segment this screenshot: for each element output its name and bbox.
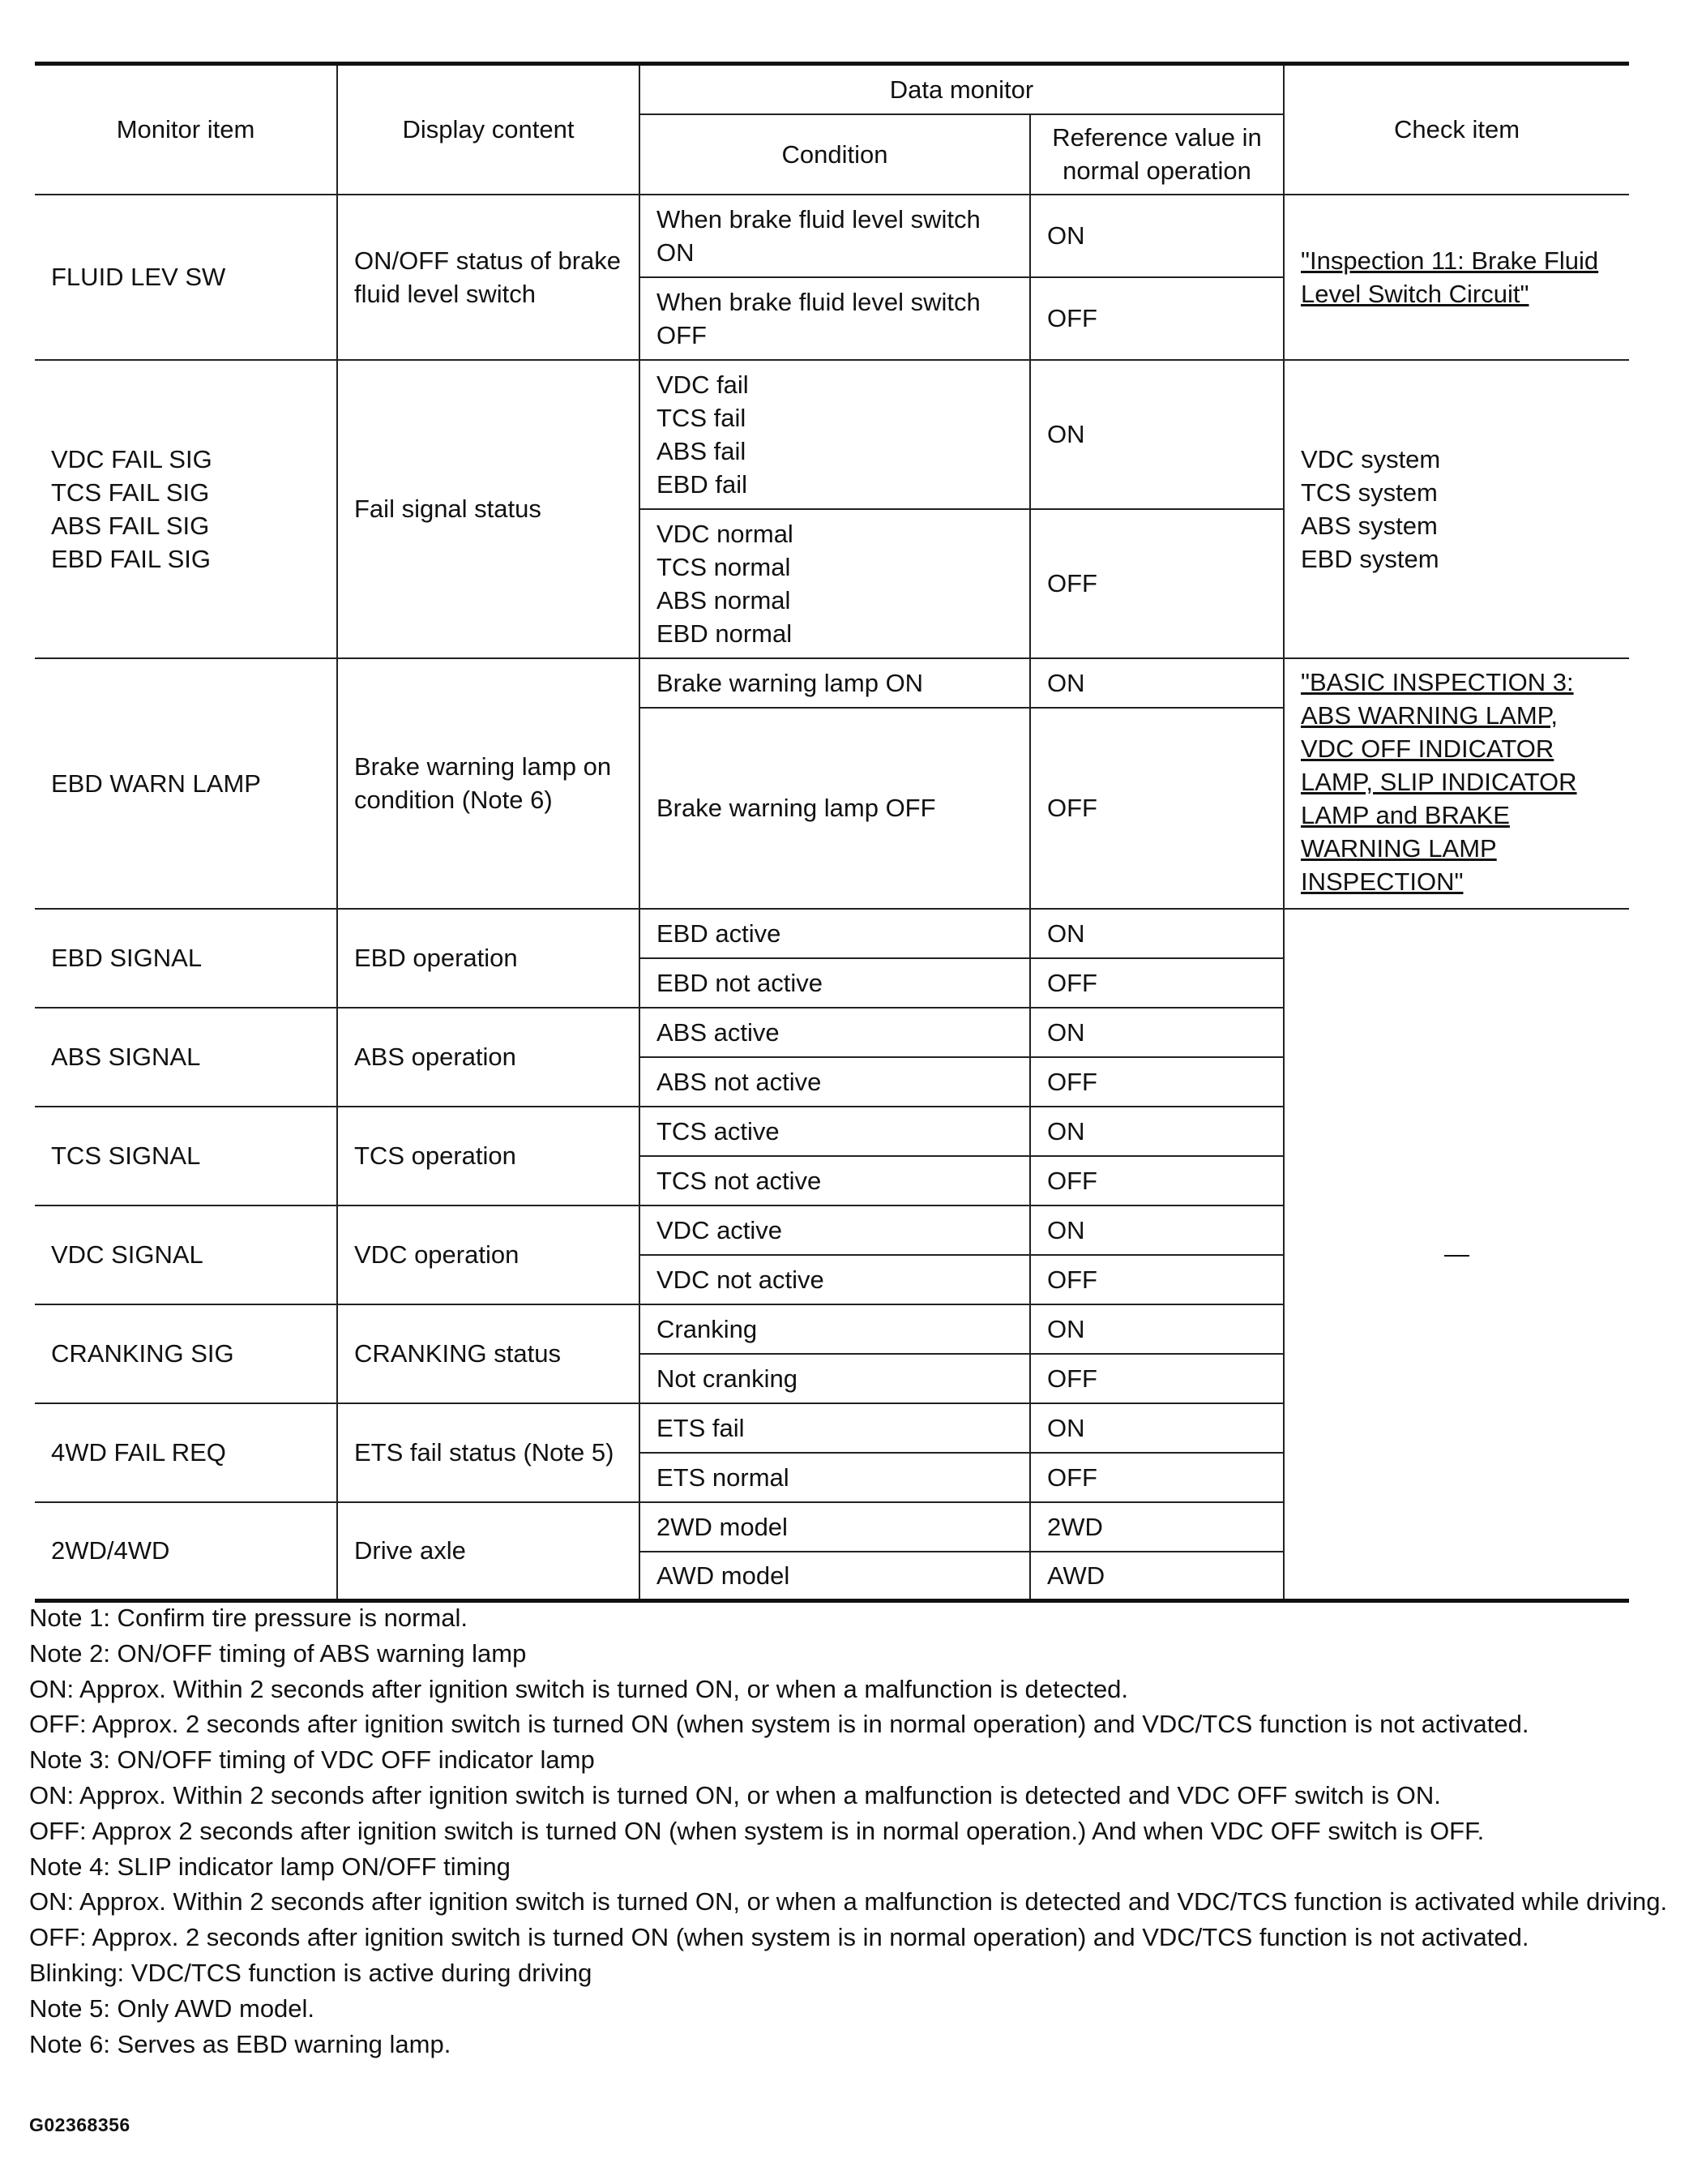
display-content-cell: CRANKING status: [337, 1304, 639, 1403]
reference-value-cell: 2WD: [1030, 1502, 1284, 1552]
reference-value-cell: ON: [1030, 909, 1284, 958]
reference-value-cell: OFF: [1030, 277, 1284, 360]
notes-section: [29, 1600, 1683, 2062]
reference-value-cell: OFF: [1030, 708, 1284, 909]
reference-value-cell: ON: [1030, 1008, 1284, 1057]
display-content-cell: Brake warning lamp on condition (Note 6): [337, 658, 639, 909]
condition-cell: ETS normal: [639, 1453, 1030, 1502]
display-content-cell: ETS fail status (Note 5): [337, 1403, 639, 1502]
monitor-item-cell: 4WD FAIL REQ: [35, 1403, 337, 1502]
note-line: Note 4: SLIP indicator lamp ON/OFF timing: [29, 1852, 511, 1881]
monitor-item-cell: EBD WARN LAMP: [35, 658, 337, 909]
header-check-item: Check item: [1284, 64, 1629, 195]
condition-cell: ABS not active: [639, 1057, 1030, 1107]
display-content-cell: VDC operation: [337, 1205, 639, 1304]
reference-value-cell: ON: [1030, 195, 1284, 277]
condition-cell: ETS fail: [639, 1403, 1030, 1453]
table-header: [35, 64, 1629, 195]
note-line: Note 1: Confirm tire pressure is normal.: [29, 1604, 468, 1632]
header-condition: Condition: [639, 114, 1030, 195]
header-monitor-item: Monitor item: [35, 64, 337, 195]
table-row: [35, 658, 1629, 708]
condition-cell: AWD model: [639, 1552, 1030, 1601]
display-content-cell: Fail signal status: [337, 360, 639, 658]
display-content-cell: ABS operation: [337, 1008, 639, 1107]
check-item-dash: —: [1284, 909, 1629, 1601]
display-content-cell: EBD operation: [337, 909, 639, 1008]
check-item-link-fluid-level[interactable]: "Inspection 11: Brake Fluid Level Switch Circuit": [1284, 195, 1629, 360]
reference-value-cell: AWD: [1030, 1552, 1284, 1601]
monitor-item-cell: EBD SIGNAL: [35, 909, 337, 1008]
table-row: [35, 909, 1629, 958]
condition-cell: TCS not active: [639, 1156, 1030, 1205]
note-line: Note 5: Only AWD model.: [29, 1993, 315, 2023]
note-line: OFF: Approx 2 seconds after ignition switch is turned ON (when system is in normal operation.) And when VDC OFF switch is OFF.: [29, 1816, 1485, 1845]
note-line: Note 2: ON/OFF timing of ABS warning lamp: [29, 1638, 527, 1668]
reference-value-cell: OFF: [1030, 1057, 1284, 1107]
monitor-item-cell: VDC FAIL SIG TCS FAIL SIG ABS FAIL SIG EBD FAIL SIG: [35, 360, 337, 658]
reference-value-cell: OFF: [1030, 1255, 1284, 1304]
monitor-item-cell: ABS SIGNAL: [35, 1008, 337, 1107]
reference-value-cell: OFF: [1030, 1354, 1284, 1403]
display-content-cell: TCS operation: [337, 1107, 639, 1205]
reference-value-cell: OFF: [1030, 509, 1284, 658]
condition-cell: When brake fluid level switch OFF: [639, 277, 1030, 360]
monitor-item-cell: TCS SIGNAL: [35, 1107, 337, 1205]
note-line: OFF: Approx. 2 seconds after ignition switch is turned ON (when system is in normal operation) and VDC/TCS function is not activated.: [29, 1923, 1529, 1952]
note-line: ON: Approx. Within 2 seconds after ignition switch is turned ON, or when a malfunction is detected and VDC/TCS function is activated while driving.: [29, 1887, 1668, 1916]
note-line: Blinking: VDC/TCS function is active during driving: [29, 1958, 592, 1987]
reference-value-cell: OFF: [1030, 1453, 1284, 1502]
monitor-item-cell: FLUID LEV SW: [35, 195, 337, 360]
monitor-item-cell: CRANKING SIG: [35, 1304, 337, 1403]
reference-value-cell: ON: [1030, 1304, 1284, 1354]
header-data-monitor: Data monitor: [639, 64, 1284, 114]
condition-cell: EBD active: [639, 909, 1030, 958]
condition-cell: Not cranking: [639, 1354, 1030, 1403]
check-item-link-basic-inspection[interactable]: "BASIC INSPECTION 3: ABS WARNING LAMP, VDC OFF INDICATOR LAMP, SLIP INDICATOR LAMP and BRAKE WARNING LAMP INSPECTION": [1284, 658, 1629, 909]
display-content-cell: Drive axle: [337, 1502, 639, 1601]
reference-value-cell: ON: [1030, 1205, 1284, 1255]
reference-value-cell: OFF: [1030, 1156, 1284, 1205]
condition-cell: Brake warning lamp OFF: [639, 708, 1030, 909]
table-row: [35, 195, 1629, 277]
condition-cell: When brake fluid level switch ON: [639, 195, 1030, 277]
condition-cell: VDC normal TCS normal ABS normal EBD normal: [639, 509, 1030, 658]
condition-cell: EBD not active: [639, 958, 1030, 1008]
reference-value-cell: OFF: [1030, 958, 1284, 1008]
note-line: ON: Approx. Within 2 seconds after ignition switch is turned ON, or when a malfunction is detected and VDC OFF switch is ON.: [29, 1780, 1441, 1809]
figure-id: G02368356: [29, 2114, 130, 2135]
table-row: [35, 360, 1629, 509]
monitor-item-cell: 2WD/4WD: [35, 1502, 337, 1601]
monitor-item-cell: VDC SIGNAL: [35, 1205, 337, 1304]
condition-cell: ABS active: [639, 1008, 1030, 1057]
header-display-content: Display content: [337, 64, 639, 195]
reference-value-cell: ON: [1030, 360, 1284, 509]
condition-cell: TCS active: [639, 1107, 1030, 1156]
note-line: OFF: Approx. 2 seconds after ignition switch is turned ON (when system is in normal operation) and VDC/TCS function is not activated.: [29, 1710, 1529, 1739]
condition-cell: Brake warning lamp ON: [639, 658, 1030, 708]
condition-cell: VDC fail TCS fail ABS fail EBD fail: [639, 360, 1030, 509]
reference-value-cell: ON: [1030, 1403, 1284, 1453]
reference-value-cell: ON: [1030, 1107, 1284, 1156]
table-body: [35, 195, 1629, 1601]
note-line: Note 3: ON/OFF timing of VDC OFF indicator lamp: [29, 1745, 595, 1775]
condition-cell: 2WD model: [639, 1502, 1030, 1552]
condition-cell: Cranking: [639, 1304, 1030, 1354]
note-line: Note 6: Serves as EBD warning lamp.: [29, 2029, 451, 2058]
display-content-cell: ON/OFF status of brake fluid level switch: [337, 195, 639, 360]
check-item-cell: VDC system TCS system ABS system EBD system: [1284, 360, 1629, 658]
note-line: ON: Approx. Within 2 seconds after ignition switch is turned ON, or when a malfunction is detected.: [29, 1674, 1129, 1703]
reference-value-cell: ON: [1030, 658, 1284, 708]
data-monitor-table: [35, 62, 1629, 1603]
condition-cell: VDC active: [639, 1205, 1030, 1255]
condition-cell: VDC not active: [639, 1255, 1030, 1304]
header-reference-value: Reference value in normal operation: [1030, 114, 1284, 195]
